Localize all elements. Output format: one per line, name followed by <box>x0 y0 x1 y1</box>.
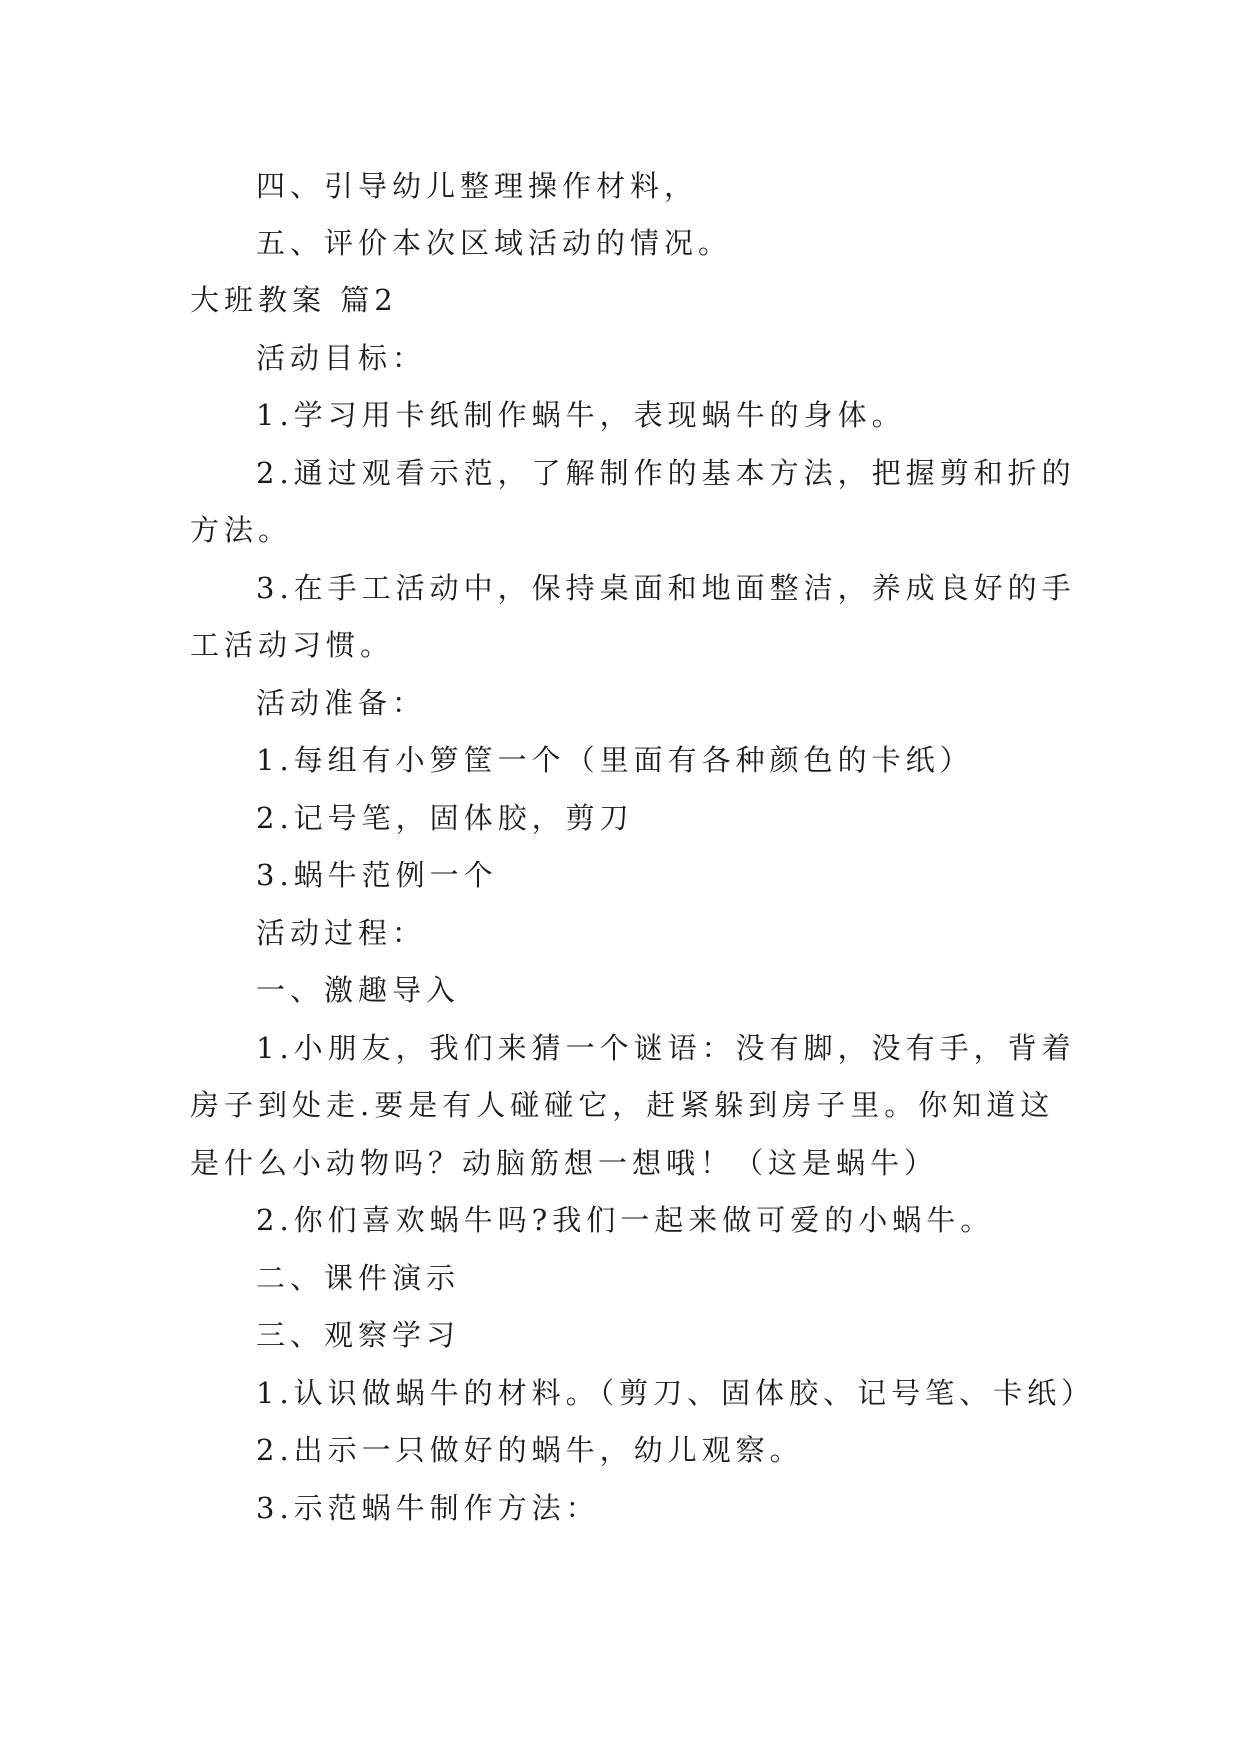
riddle-paragraph-line-3: 是什么小动物吗？动脑筋想一想哦！（这是蜗牛） <box>190 1146 939 1180</box>
activity-goals-heading: 活动目标： <box>256 341 427 375</box>
goal-item-1: 1.学习用卡纸制作蜗牛，表现蜗牛的身体。 <box>256 398 906 432</box>
goal-item-2: 2.通过观看示范，了解制作的基本方法，把握剪和折的 <box>256 456 1076 490</box>
section-heading-five: 五、评价本次区域活动的情况。 <box>256 226 733 260</box>
goal-item-3-continued: 工活动习惯。 <box>190 628 395 662</box>
observe-item-3: 3.示范蜗牛制作方法： <box>256 1491 600 1525</box>
process-step-two-heading: 二、课件演示 <box>256 1261 461 1295</box>
preparation-item-1: 1.每组有小箩筐一个（里面有各种颜色的卡纸） <box>256 743 974 777</box>
activity-process-heading: 活动过程： <box>256 916 427 950</box>
preparation-item-2: 2.记号笔，固体胶，剪刀 <box>256 801 634 835</box>
observe-item-1: 1.认识做蜗牛的材料。（剪刀、固体胶、记号笔、卡纸） <box>256 1376 1096 1410</box>
process-step-one-item-2: 2.你们喜欢蜗牛吗?我们一起来做可爱的小蜗牛。 <box>256 1203 995 1237</box>
activity-preparation-heading: 活动准备： <box>256 686 427 720</box>
process-step-three-heading: 三、观察学习 <box>256 1318 461 1352</box>
section-heading-four: 四、引导幼儿整理操作材料， <box>256 169 699 203</box>
observe-item-2: 2.出示一只做好的蜗牛，幼儿观察。 <box>256 1433 804 1467</box>
goal-item-3: 3.在手工活动中，保持桌面和地面整洁，养成良好的手 <box>256 571 1076 605</box>
riddle-paragraph-line-2: 房子到处走.要是有人碰碰它，赶紧躲到房子里。你知道这 <box>190 1088 1055 1122</box>
preparation-item-3: 3.蜗牛范例一个 <box>256 858 498 892</box>
process-step-one-heading: 一、激趣导入 <box>256 973 461 1007</box>
goal-item-2-continued: 方法。 <box>190 513 293 547</box>
chapter-title: 大班教案 篇2 <box>190 283 398 317</box>
riddle-paragraph-line-1: 1.小朋友，我们来猜一个谜语：没有脚，没有手，背着 <box>256 1031 1076 1065</box>
